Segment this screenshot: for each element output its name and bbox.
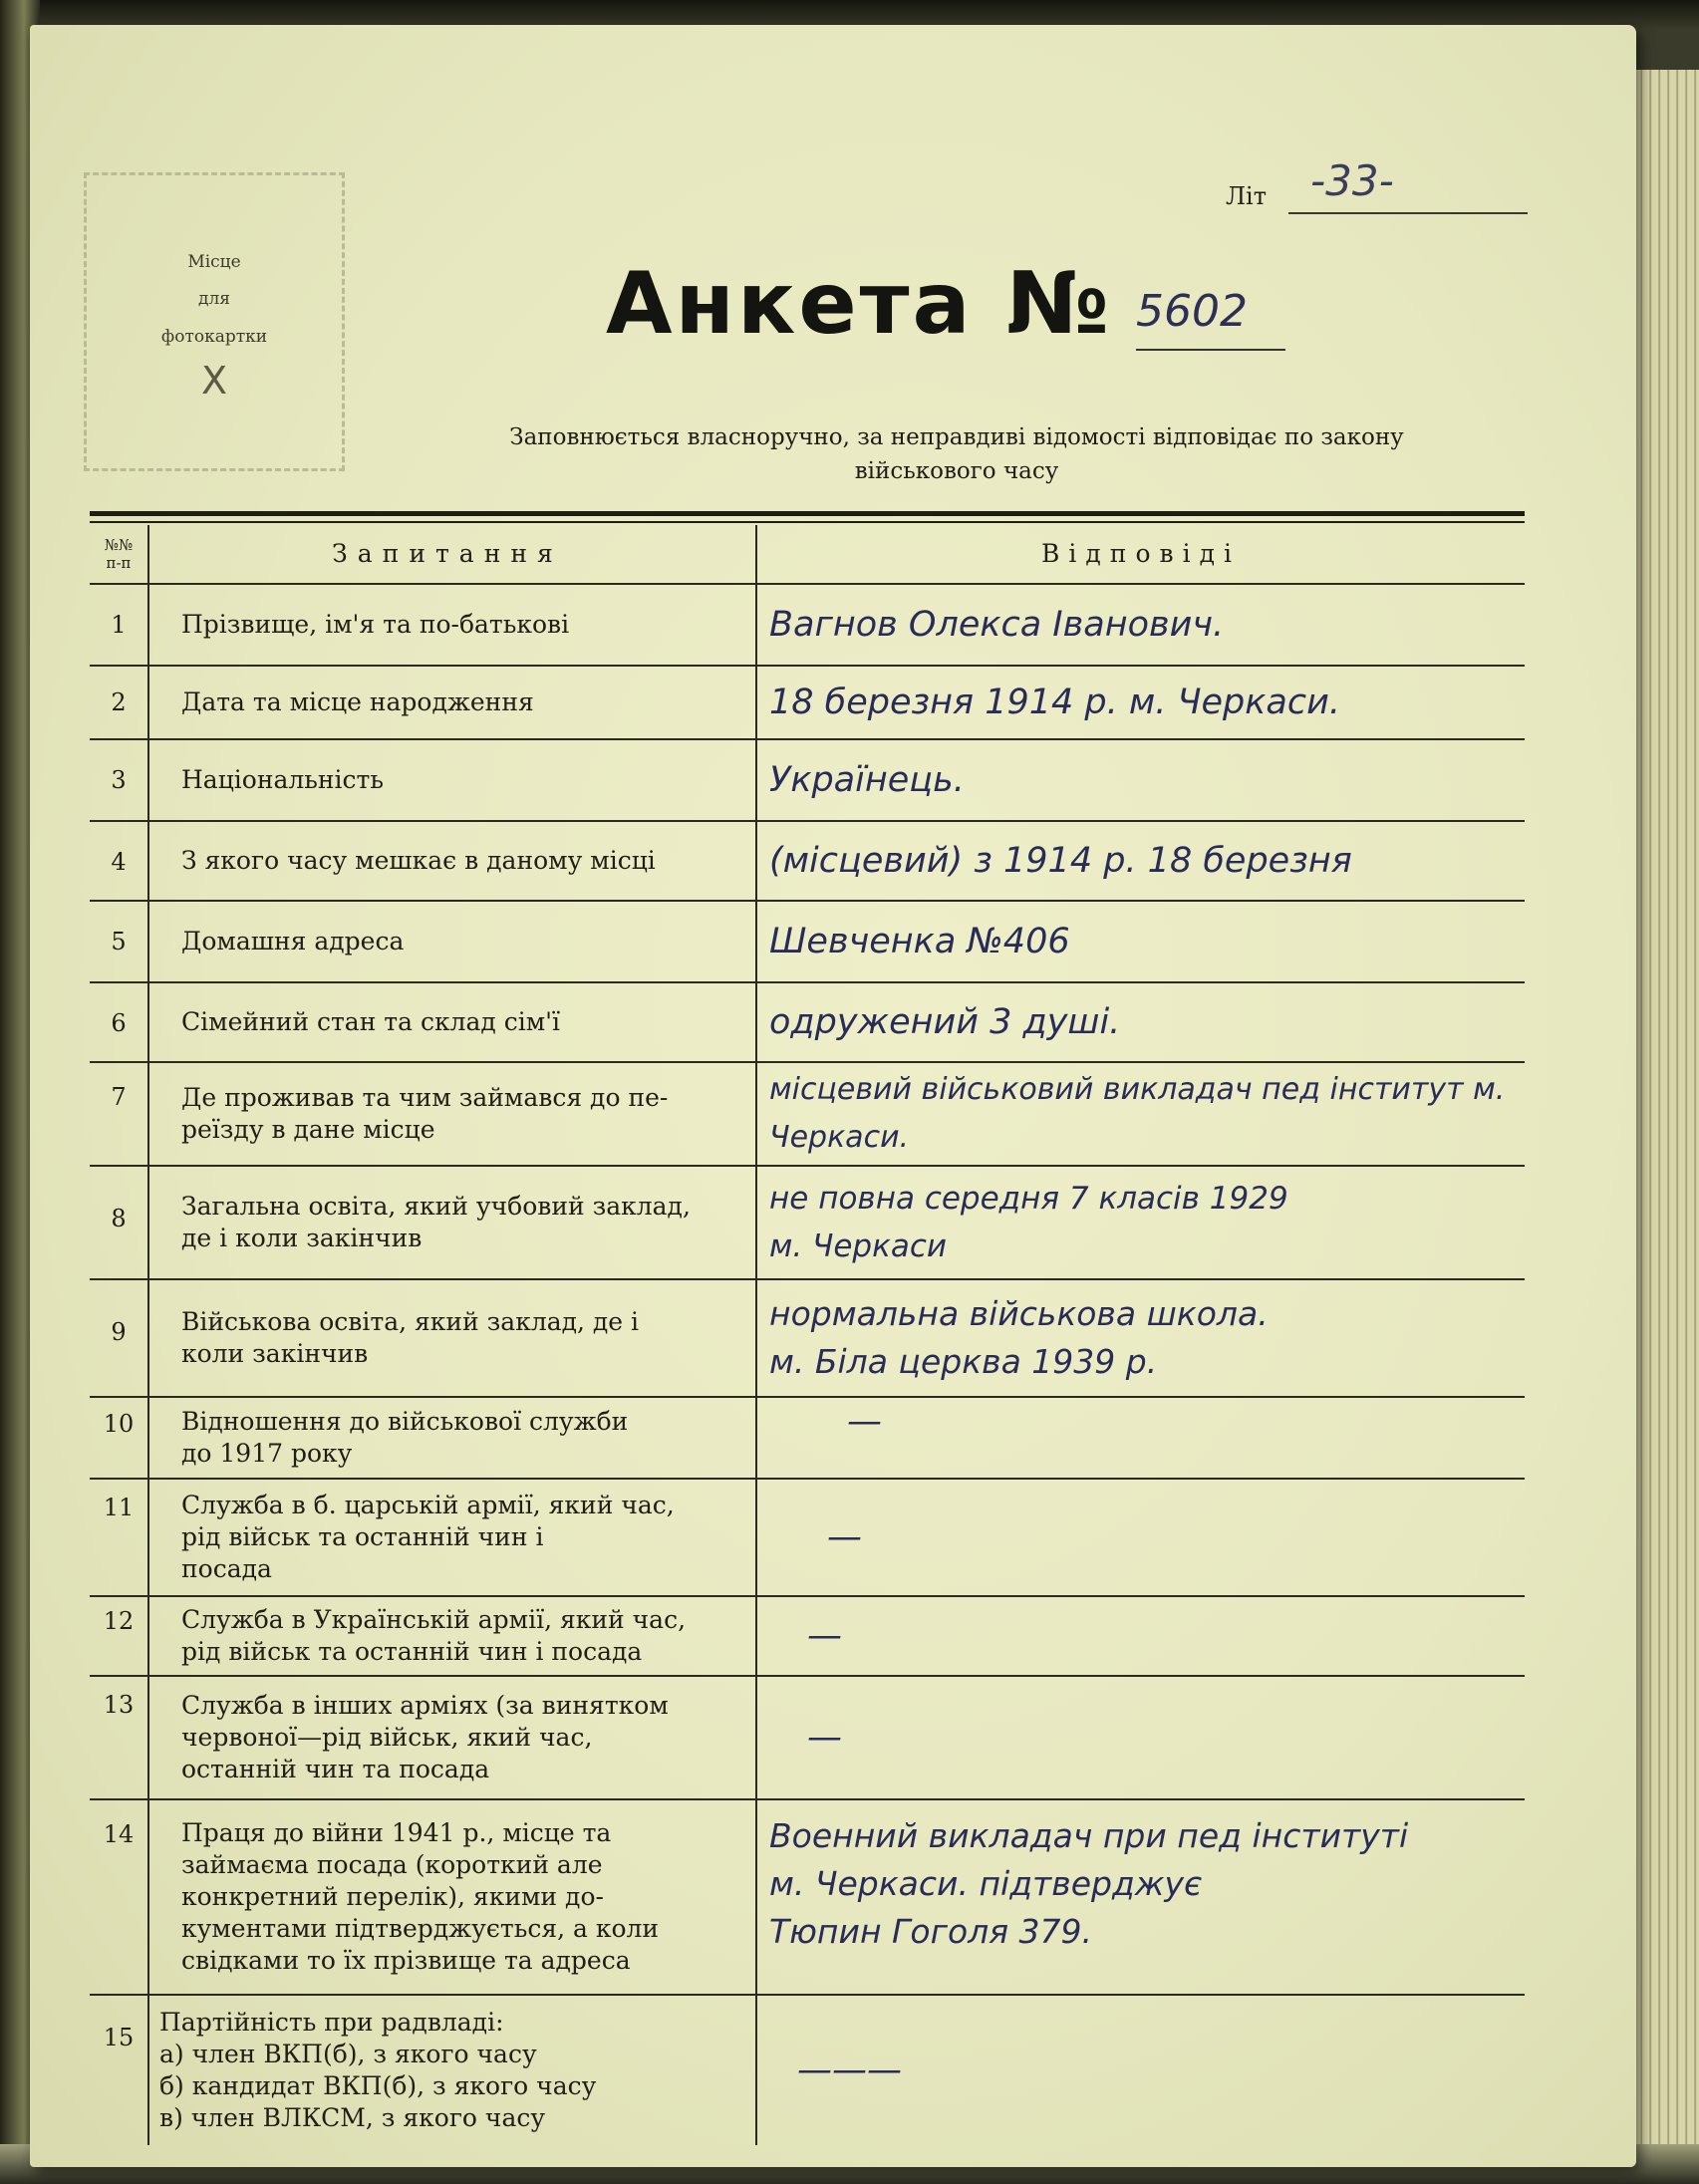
header-answer: Відповіді [1041,539,1241,568]
row-answer: Українець. [769,760,965,800]
table-header [90,525,1525,585]
row-number: 12 [90,1597,149,1675]
subtitle-line-1: Заповнюється власноручно, за неправдиві відомості відповідає по закону [509,424,1404,450]
photo-placeholder [84,172,345,471]
lit-underline [1288,212,1528,214]
row-number: 3 [90,740,149,820]
row-question: Відношення до військової служби до 1917 року [149,1398,757,1478]
row-question: Дата та місце народження [149,667,757,738]
row-question: Прізвище, ім'я та по-батькові [149,585,757,665]
row-question: Служба в Українській армії, який час, рід військ та останній чин і посада [149,1597,757,1675]
row-question: Національність [149,740,757,820]
row-question: Служба в інших арміях (за винятком червоної—рід військ, який час, останній чин та посада [149,1677,757,1798]
header-num-line-1: №№ [104,536,134,554]
photo-label-1: Місце [187,251,241,272]
row-answer: Вагнов Олекса Іванович. [769,605,1225,645]
header-num [90,525,149,583]
row-answer: Военний викладач при пед інституті м. Черкаси. підтверджує Тюпин Гоголя 379. [769,1816,1409,1951]
subtitle-line-2: військового часу [854,458,1059,484]
table-row [90,1063,1525,1167]
row-number: 6 [90,983,149,1061]
table-row [90,1167,1525,1280]
header-question: Запитання [149,525,757,583]
row-answer: нормальна військова школа. м. Біла церква 1939 р. [769,1294,1269,1381]
row-number: 5 [90,902,149,981]
row-answer: ——— [797,2050,902,2090]
row-answer: — [807,1718,842,1758]
table-row [90,983,1525,1063]
row-number: 13 [90,1677,149,1798]
row-number: 2 [90,667,149,738]
book-page-stack [1634,70,1699,2162]
row-question: Де проживав та чим займався до пе- реїзду в дане місце [149,1063,757,1165]
table-row [90,1597,1525,1677]
table-row [90,1398,1525,1480]
table-row [90,822,1525,902]
row-number: 15 [90,1996,149,2145]
row-number: 8 [90,1167,149,1278]
row-answer: — [827,1517,862,1557]
photo-label-2: для [198,289,230,310]
table-row [90,1280,1525,1398]
photo-label-3: фотокартки [160,326,268,347]
header-rule-thick [90,511,1525,516]
row-number: 10 [90,1398,149,1478]
header-num-line-2: п-п [106,554,132,572]
row-answer: одружений 3 душі. [769,1002,1121,1042]
row-answer: — [807,1616,842,1656]
row-number: 11 [90,1480,149,1595]
table-row [90,667,1525,740]
row-answer: Шевченка №406 [769,922,1070,961]
row-answer: (місцевий) з 1914 р. 18 березня [769,841,1352,881]
row-question: Домашня адреса [149,902,757,981]
row-number: 14 [90,1800,149,1994]
form-title: Анкета № [606,254,1112,354]
header-rule-thin [90,521,1525,523]
form-page [30,25,1636,2167]
row-answer: — [847,1402,882,1442]
row-question: З якого часу мешкає в даному місці [149,822,757,900]
row-question: Військова освіта, який заклад, де і коли закінчив [149,1280,757,1396]
row-number: 9 [90,1280,149,1396]
table-row [90,1677,1525,1800]
table-row [90,902,1525,983]
row-number: 1 [90,585,149,665]
row-question: Загальна освіта, який учбовий заклад, де і коли закінчив [149,1167,757,1278]
table-row [90,740,1525,822]
table-row [90,1480,1525,1597]
row-number: 4 [90,822,149,900]
row-question: Праця до війни 1941 р., місце та займаєма посада (короткий але конкретний перелік), якими до- кументами підтверджується, а коли свідками то їх прізвище та адреса [149,1800,757,1994]
lit-value: -33- [1310,156,1394,205]
form-subtitle [389,420,1525,488]
form-number: 5602 [1136,286,1248,337]
lit-label: Літ [1226,182,1267,210]
table-row [90,585,1525,667]
row-question: Сімейний стан та склад сім'ї [149,983,757,1061]
row-number: 7 [90,1063,149,1165]
row-answer: не повна середня 7 класів 1929 м. Черкаси [769,1181,1288,1264]
table-row [90,1800,1525,1996]
row-answer: 18 березня 1914 р. м. Черкаси. [769,682,1340,722]
table-row [90,1996,1525,2145]
form-number-underline [1136,349,1285,351]
row-question: Служба в б. царській армії, який час, рід військ та останній чин і посада [149,1480,757,1595]
row-question: Партійність при радвладі: a) член ВКП(б), з якого часу б) кандидат ВКП(б), з якого часу в) член ВЛКСМ, з якого часу [149,1996,757,2145]
photo-mark: X [200,359,228,404]
row-answer: місцевий військовий викладач пед інститут м. Черкаси. [769,1072,1506,1155]
